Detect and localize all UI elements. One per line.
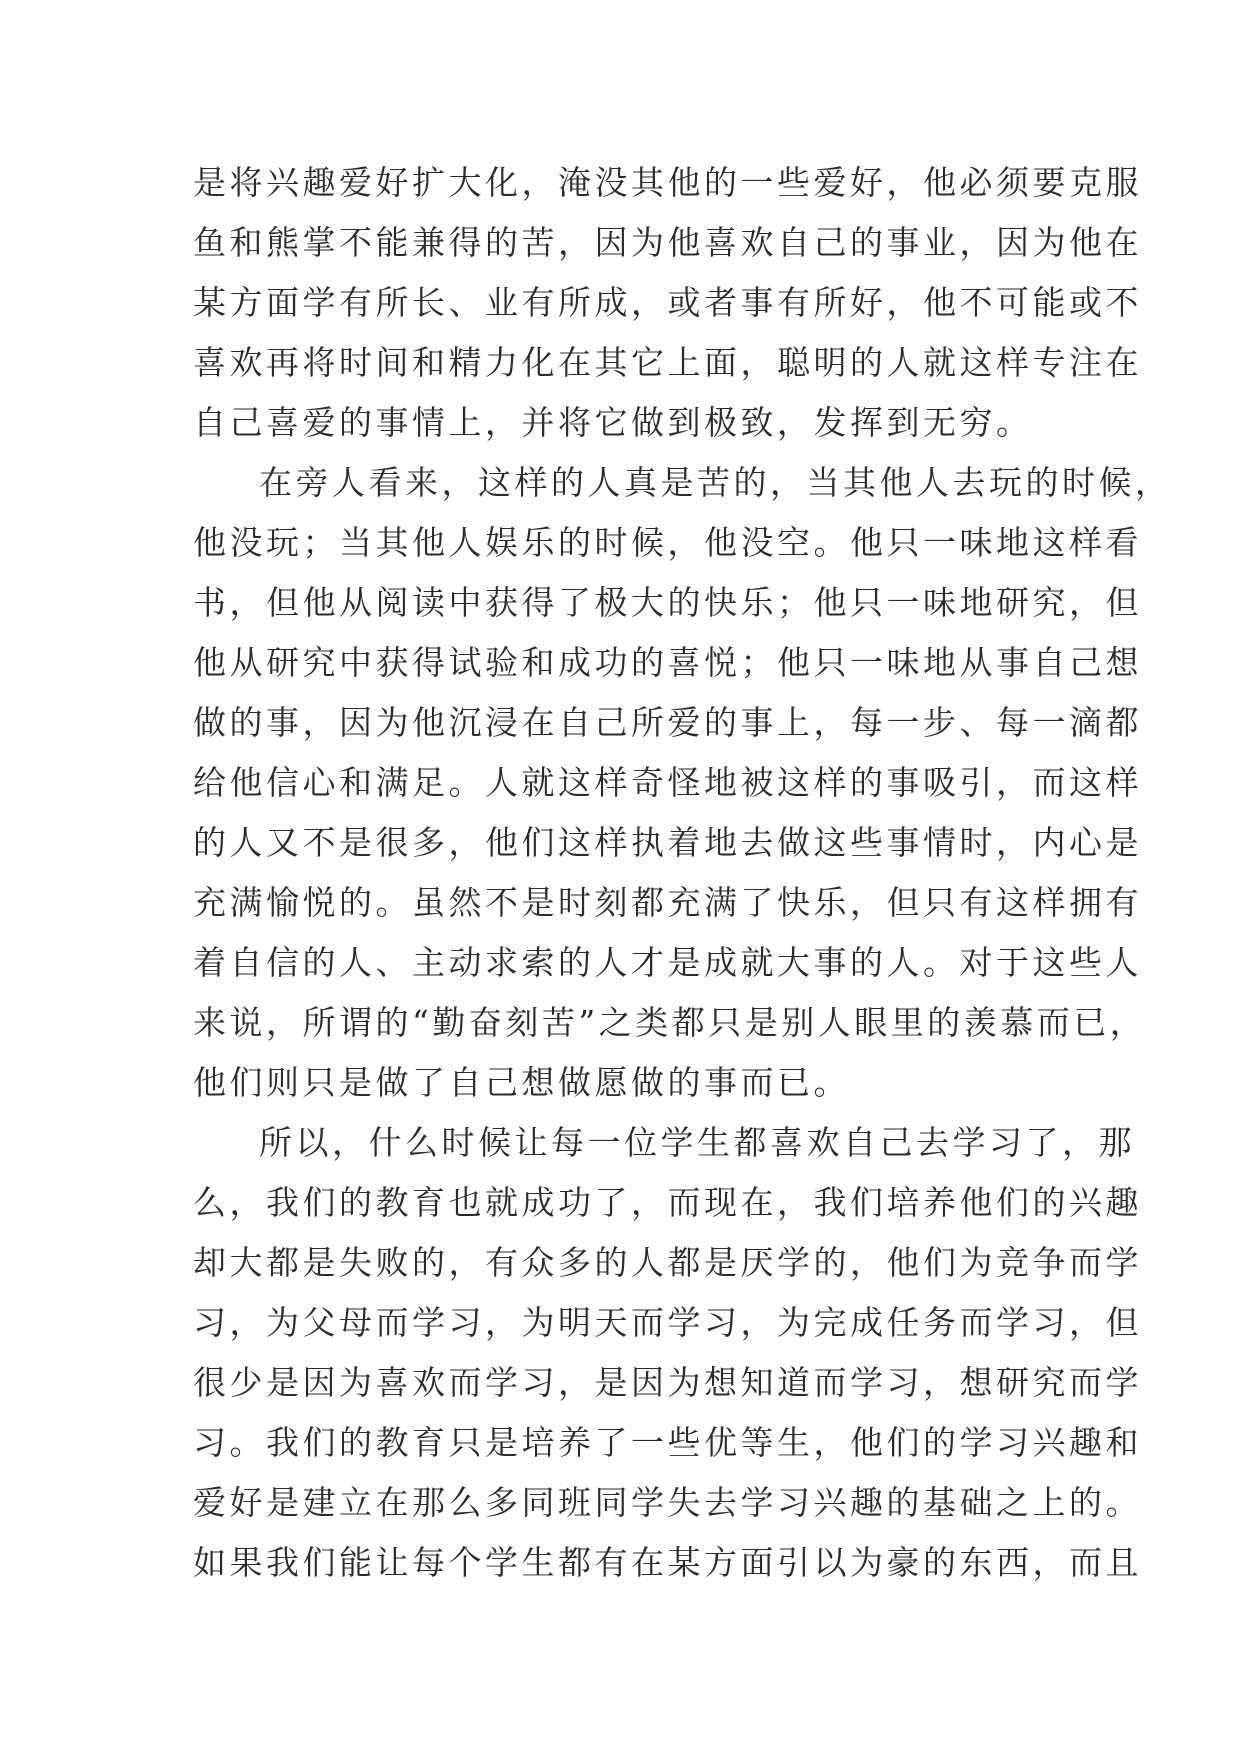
text-line: 喜欢再将时间和精力化在其它上面，聪明的人就这样专注在 <box>193 343 1142 382</box>
paragraph <box>193 1113 1142 1593</box>
text-line: 某方面学有所长、业有所成，或者事有所好，他不可能或不 <box>193 283 1142 322</box>
text-line: 的人又不是很多，他们这样执着地去做这些事情时，内心是 <box>193 823 1142 862</box>
text-line: 却大都是失败的，有众多的人都是厌学的，他们为竞争而学 <box>193 1243 1142 1282</box>
text-line: 在旁人看来，这样的人真是苦的，当其他人去玩的时候， <box>259 463 1172 502</box>
text-line: 是将兴趣爱好扩大化，淹没其他的一些爱好，他必须要克服 <box>193 163 1142 202</box>
text-line: 所以，什么时候让每一位学生都喜欢自己去学习了，那 <box>259 1123 1135 1162</box>
text-line: 鱼和熊掌不能兼得的苦，因为他喜欢自己的事业，因为他在 <box>193 223 1142 262</box>
text-line: 习，为父母而学习，为明天而学习，为完成任务而学习，但 <box>193 1303 1142 1342</box>
text-line: 爱好是建立在那么多同班同学失去学习兴趣的基础之上的。 <box>193 1483 1142 1522</box>
text-line: 如果我们能让每个学生都有在某方面引以为豪的东西，而且 <box>193 1543 1142 1582</box>
text-line: 充满愉悦的。虽然不是时刻都充满了快乐，但只有这样拥有 <box>193 883 1142 922</box>
text-line: 他们则只是做了自己想做愿做的事而已。 <box>193 1063 850 1102</box>
text-line: 来说，所谓的“勤奋刻苦”之类都只是别人眼里的羡慕而已， <box>193 1003 1147 1042</box>
text-line: 他从研究中获得试验和成功的喜悦；他只一味地从事自己想 <box>193 643 1142 682</box>
text-line: 着自信的人、主动求索的人才是成就大事的人。对于这些人 <box>193 943 1142 982</box>
body-text <box>193 153 1172 1593</box>
text-line: 习。我们的教育只是培养了一些优等生，他们的学习兴趣和 <box>193 1423 1142 1462</box>
paragraph <box>193 453 1172 1113</box>
text-line: 么，我们的教育也就成功了，而现在，我们培养他们的兴趣 <box>193 1183 1142 1222</box>
text-line: 他没玩；当其他人娱乐的时候，他没空。他只一味地这样看 <box>193 523 1142 562</box>
text-line: 很少是因为喜欢而学习，是因为想知道而学习，想研究而学 <box>193 1363 1142 1402</box>
text-line: 自己喜爱的事情上，并将它做到极致，发挥到无穷。 <box>193 403 1033 442</box>
paragraph <box>193 153 1142 453</box>
text-line: 给他信心和满足。人就这样奇怪地被这样的事吸引，而这样 <box>193 763 1142 802</box>
text-line: 做的事，因为他沉浸在自己所爱的事上，每一步、每一滴都 <box>193 703 1142 742</box>
text-line: 书，但他从阅读中获得了极大的快乐；他只一味地研究，但 <box>193 583 1142 622</box>
